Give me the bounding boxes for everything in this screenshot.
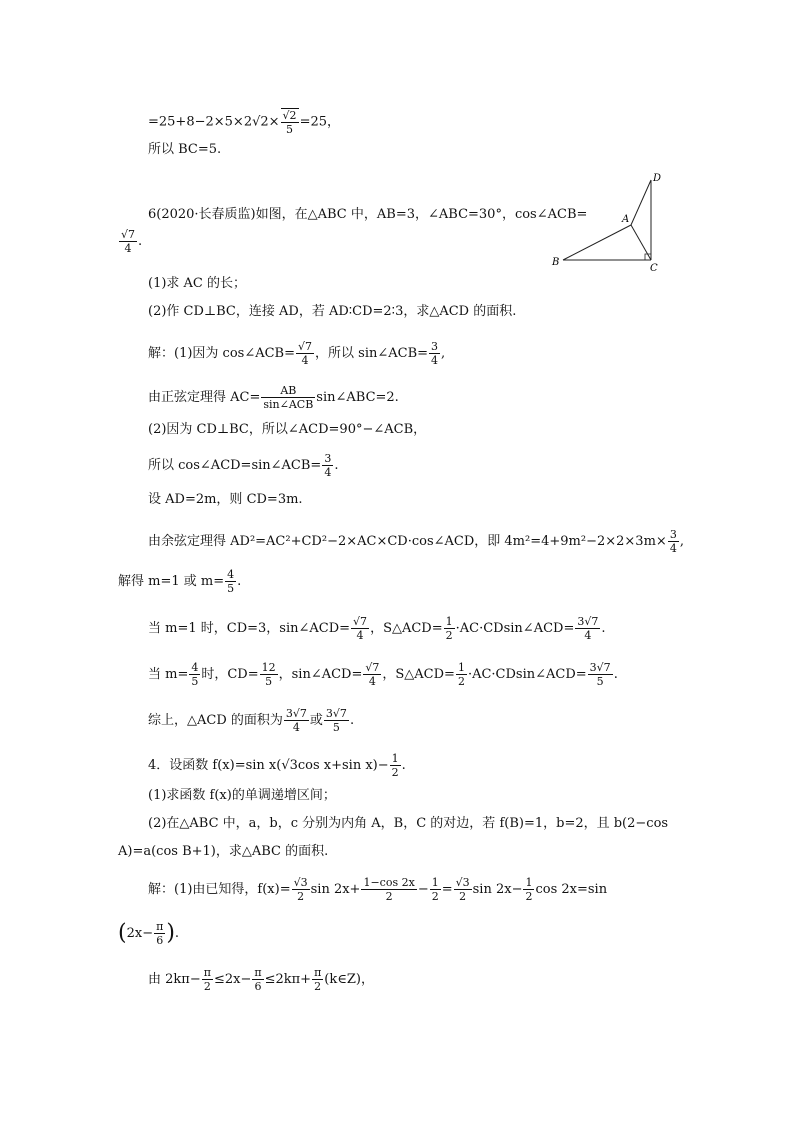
triangle-figure xyxy=(548,170,678,275)
label-b: B xyxy=(552,257,560,268)
sub-question: (2)作 CD⊥BC，连接 AD，若 AD∶CD=2∶3，求△ACD 的面积. xyxy=(148,304,517,319)
label-a: A xyxy=(622,214,630,225)
solution-line: 设 AD=2m，则 CD=3m. xyxy=(148,492,303,507)
segment-ad xyxy=(631,180,651,225)
fraction: $\frac{√3}{2}$ xyxy=(293,876,308,903)
fraction: $\frac{3√7}{5}$ xyxy=(325,707,347,734)
solution-line: (2)因为 CD⊥BC，所以∠ACD=90°−∠ACB， xyxy=(148,422,427,437)
question-header-cont: $\frac{√7}{4}$ . xyxy=(121,228,143,255)
fraction: $\frac{1-\cos 2x}{2}$ xyxy=(363,876,415,903)
text-line: 所以 BC=5. xyxy=(148,142,222,157)
fraction: $\frac{4}{5}$ xyxy=(191,661,199,688)
fraction: $\frac{√7}{4}$ xyxy=(298,340,313,367)
fraction: $\frac{1}{2}$ xyxy=(525,876,533,903)
fraction: $\frac{3√7}{4}$ xyxy=(285,707,307,734)
fraction: $\frac{3}{4}$ xyxy=(431,340,439,367)
fraction: $\frac{3}{4}$ xyxy=(669,528,677,555)
solution-line: 综上，△ACD 的面积为 $\frac{3√7}{4}$ 或 $\frac{3√7}{5}$ . xyxy=(148,707,355,734)
fraction: $\frac{√7}{4}$ xyxy=(121,228,136,255)
solution-line: 由余弦定理得 AD²=AC²+CD²−2×AC×CD·cos∠ACD，即 4m²=4+9m²−2×2×3m× $\frac{3}{4}$ , xyxy=(148,528,684,555)
sub-question: (1)求函数 f(x)的单调递增区间； xyxy=(148,788,336,803)
solution-line: 解得 m=1 或 m= $\frac{4}{5}$ . xyxy=(118,568,242,595)
fraction: $\frac{3}{4}$ xyxy=(324,452,332,479)
solution-line: 解：(1)因为 cos∠ACB= $\frac{√7}{4}$ ，所以 sin∠ACB= $\frac{3}{4}$ , xyxy=(148,340,446,367)
label-d: D xyxy=(653,173,662,184)
question-header: 6(2020·长春质监)如图，在△ABC 中，AB=3，∠ABC=30°，cos∠ACB= xyxy=(148,207,588,222)
solution-line: 所以 cos∠ACD=sin∠ACB= $\frac{3}{4}$ . xyxy=(148,452,339,479)
fraction: $\frac{1}{2}$ xyxy=(445,615,453,642)
solution-line: (2x− $\frac{\pi}{6}$ ). xyxy=(118,920,180,947)
fraction: $\frac{\pi}{2}$ xyxy=(203,966,211,993)
fraction: $\frac{√2}{5}$ xyxy=(282,109,297,136)
solution-line: 解：(1)由已知得，f(x)= $\frac{√3}{2}$ sin 2x+ $\frac{1-\cos 2x}{2}$ − $\frac{1}{2}$ = $\frac{√3}{2}$ sin 2x− $\frac{1}{2}$ cos 2x=sin xyxy=(148,876,608,903)
sub-question: A)=a(cos B+1)，求△ABC 的面积. xyxy=(118,844,329,859)
fraction: $\frac{\pi}{2}$ xyxy=(314,966,322,993)
fraction: $\frac{\pi}{6}$ xyxy=(156,920,164,947)
fraction: $\frac{√3}{2}$ xyxy=(455,876,470,903)
fraction: $\frac{1}{2}$ xyxy=(391,752,399,779)
fraction: $\frac{\pi}{6}$ xyxy=(254,966,262,993)
label-c: C xyxy=(650,263,658,274)
segment-ac xyxy=(631,225,651,260)
segment-ba xyxy=(563,225,631,260)
fraction: $\frac{3√7}{4}$ xyxy=(577,615,599,642)
fraction: $\frac{3√7}{5}$ xyxy=(589,661,611,688)
solution-line: 当 m= $\frac{4}{5}$ 时，CD= $\frac{12}{5}$ ，sin∠ACD= $\frac{√7}{4}$ ，S△ACD= $\frac{1}{2}$ ·AC·CDsin∠ACD= $\frac{3√7}{5}$ . xyxy=(148,661,618,688)
fraction: $\frac{4}{5}$ xyxy=(227,568,235,595)
sub-question: (1)求 AC 的长； xyxy=(148,276,247,291)
fraction: $\frac{AB}{\text{sin∠ACB}}$ xyxy=(263,384,314,411)
solution-line: 当 m=1 时，CD=3，sin∠ACD= $\frac{√7}{4}$ ，S△ACD= $\frac{1}{2}$ ·AC·CDsin∠ACD= $\frac{3√7}{4}$ . xyxy=(148,615,606,642)
fraction: $\frac{12}{5}$ xyxy=(261,661,276,688)
fraction: $\frac{√7}{4}$ xyxy=(353,615,368,642)
question-header: 4．设函数 f(x)=sin x(√3cos x+sin x)− $\frac{1}{2}$ . xyxy=(148,752,406,779)
sub-question: (2)在△ABC 中，a，b，c 分别为内角 A，B，C 的对边，若 f(B)=1，b=2，且 b(2−cos xyxy=(148,816,669,831)
fraction: $\frac{1}{2}$ xyxy=(457,661,465,688)
fraction: $\frac{1}{2}$ xyxy=(431,876,439,903)
equation-line: =25+8−2×5×2√2× $\frac{√2}{5}$ =25， xyxy=(148,109,340,136)
fraction: $\frac{√7}{4}$ xyxy=(365,661,380,688)
solution-line: 由正弦定理得 AC= $\frac{AB}{\text{sin∠ACB}}$ sin∠ABC=2. xyxy=(148,384,399,411)
solution-line: 由 2kπ− $\frac{\pi}{2}$ ≤2x− $\frac{\pi}{6}$ ≤2kπ+ $\frac{\pi}{2}$ (k∈Z)， xyxy=(148,966,374,993)
